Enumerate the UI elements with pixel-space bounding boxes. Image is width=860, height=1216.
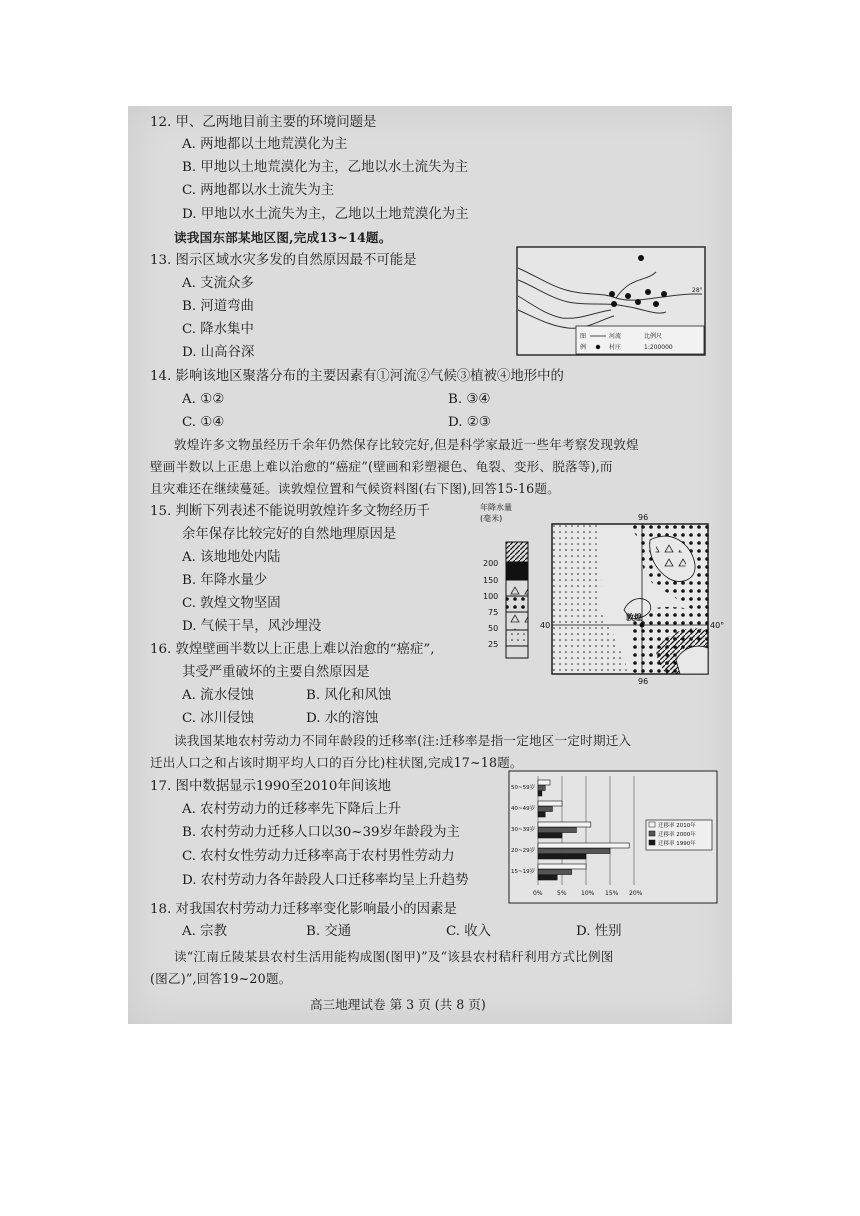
q16-option-d: D. 水的溶蚀 [306,711,379,726]
lat-right: 40° [710,621,725,630]
q15-stem-2: 余年保存比较完好的自然地理原因是 [182,527,397,542]
legend-title-1: 图 [580,333,587,340]
q15-option-b: B. 年降水量少 [182,573,268,588]
q12-option-a: A. 两地都以土地荒漠化为主 [182,137,348,152]
precip-50: 50 [488,624,499,633]
migration-bar [538,812,545,817]
x-tick-label: 0% [533,890,543,897]
lon-top: 96 [638,513,649,522]
category-label: 20~29岁 [511,848,536,854]
dunhuang-map-figure [480,500,730,686]
legend-river: 河流 [609,333,622,340]
lon-bottom: 96 [638,677,649,686]
legend-label: 迁移率 1990年 [658,841,696,847]
q16-stem-2: 其受严重破坏的主要自然原因是 [182,665,370,680]
q12-option-d: D. 甲地以水土流失为主，乙地以土地荒漠化为主 [182,207,469,222]
q17-stem: 17. 图中数据显示1990至2010年间该地 [150,779,392,794]
precip-200: 200 [483,559,499,568]
q18-option-c: C. 收入 [446,924,492,939]
migration-bar [538,828,576,833]
migration-bar [538,822,591,827]
q15-intro-line1: 敦煌许多文物虽经历千余年仍然保存比较完好,但是科学家最近一些年考察发现敦煌 [174,437,639,452]
precip-100: 100 [483,592,499,601]
lat-left: 40 [540,621,551,630]
q14-option-b: B. ③④ [448,392,491,407]
category-label: 50~59岁 [511,785,536,791]
q14-option-c: C. ①④ [182,415,225,430]
legend-label: 迁移率 2010年 [658,823,696,829]
q13-intro: 读我国东部某地区图,完成13~14题。 [174,230,392,245]
page-footer: 高三地理试卷 第 3 页 (共 8 页) [310,997,486,1012]
q12-option-b: B. 甲地以土地荒漠化为主，乙地以水土流失为主 [182,160,469,175]
q15-intro-line3: 且灾难还在继续蔓延。读敦煌位置和气候资料图(右下图),回答15-16题。 [150,481,560,496]
legend-swatch [649,840,655,845]
category-label: 30~39岁 [511,827,536,833]
precip-title: 年降水量 [480,503,512,512]
migration-bar [538,833,562,838]
q15-intro-line2: 壁画半数以上正患上难以治愈的“癌症”(壁画和彩塑褪色、龟裂、变形、脱落等),而 [150,459,613,474]
migration-bar [538,875,557,880]
precip-75: 75 [488,608,499,617]
migration-bar [538,786,545,791]
category-label: 40~49岁 [511,806,536,812]
migration-bar [538,870,572,875]
q12-option-c: C. 两地都以水土流失为主 [182,183,335,198]
q13-option-b: B. 河道弯曲 [182,299,254,314]
legend-village: 村庄 [609,344,622,351]
q14-option-d: D. ②③ [448,415,491,430]
migration-bar [538,864,586,869]
precip-150: 150 [483,576,499,585]
q12-stem: 12. 甲、乙两地目前主要的环境问题是 [150,115,377,130]
x-tick-label: 15% [605,890,619,897]
q13-map-legend [576,326,704,354]
legend-label: 迁移率 2000年 [658,832,696,838]
q17-option-a: A. 农村劳动力的迁移率先下降后上升 [182,802,402,817]
migration-bar [538,791,542,796]
q16-stem-1: 16. 敦煌壁画半数以上正患上难以治愈的“癌症”, [150,642,435,657]
migration-rate-chart [508,770,718,904]
dunhuang-label: 敦煌 [626,613,642,622]
q16-option-b: B. 风化和风蚀 [306,688,392,703]
q13-option-c: C. 降水集中 [182,322,254,337]
migration-bar [538,849,610,854]
q13-lat-label: 28° [692,287,703,294]
q18-option-b: B. 交通 [306,924,352,939]
q13-stem: 13. 图示区域水灾多发的自然原因最不可能是 [150,253,417,268]
migration-bar [538,854,586,859]
legend-scale: 比例尺 [644,333,663,340]
q13-region-map [516,246,706,356]
q18-stem: 18. 对我国农村劳动力迁移率变化影响最小的因素是 [150,902,457,917]
migration-bar [538,843,629,848]
x-tick-label: 10% [581,890,595,897]
legend-swatch [649,822,655,827]
q16-option-a: A. 流水侵蚀 [182,688,254,703]
q17-intro-line2: 迁出人口之和占该时期平均人口的百分比)柱状图,完成17~18题。 [150,755,523,770]
q13-option-d: D. 山高谷深 [182,345,255,360]
q13-option-a: A. 支流众多 [182,276,254,291]
q15-option-d: D. 气候干旱，风沙埋没 [182,619,322,634]
q15-option-a: A. 该地地处内陆 [182,550,281,565]
q14-option-a: A. ①② [182,392,225,407]
q14-stem: 14. 影响该地区聚落分布的主要因素有①河流②气候③植被④地形中的 [150,369,564,384]
q15-option-c: C. 敦煌文物坚固 [182,596,281,611]
legend-title-2: 例 [580,344,587,351]
q17-option-b: B. 农村劳动力迁移人口以30~39岁年龄段为主 [182,825,460,840]
category-label: 15~19岁 [511,869,536,875]
precip-25: 25 [488,640,499,649]
q18-option-d: D. 性别 [576,924,622,939]
q19-intro-line1: 读“江南丘陵某县农村生活用能构成图(图甲)”及“该县农村秸秆利用方式比例图 [174,949,614,964]
x-tick-label: 5% [557,890,567,897]
migration-bar [538,801,562,806]
dunhuang-city-marker [640,623,645,628]
q15-stem-1: 15. 判断下列表述不能说明敦煌许多文物经历千 [150,504,430,519]
q17-option-c: C. 农村女性劳动力迁移率高于农村男性劳动力 [182,849,455,864]
migration-bar [538,780,550,785]
q17-option-d: D. 农村劳动力各年龄段人口迁移率均呈上升趋势 [182,873,469,888]
q17-intro-line1: 读我国某地农村劳动力不同年龄段的迁移率(注:迁移率是指一定地区一定时期迁入 [174,733,632,748]
q19-intro-line2: (图乙)”,回答19~20题。 [150,971,292,986]
legend-swatch [649,831,655,836]
precip-unit: (毫米) [480,514,503,523]
q18-option-a: A. 宗教 [182,924,227,939]
q16-option-c: C. 冰川侵蚀 [182,711,254,726]
legend-scale-value: 1:200000 [644,344,673,351]
scanned-exam-page [128,106,732,1024]
migration-bar [538,807,552,812]
x-tick-label: 20% [629,890,643,897]
